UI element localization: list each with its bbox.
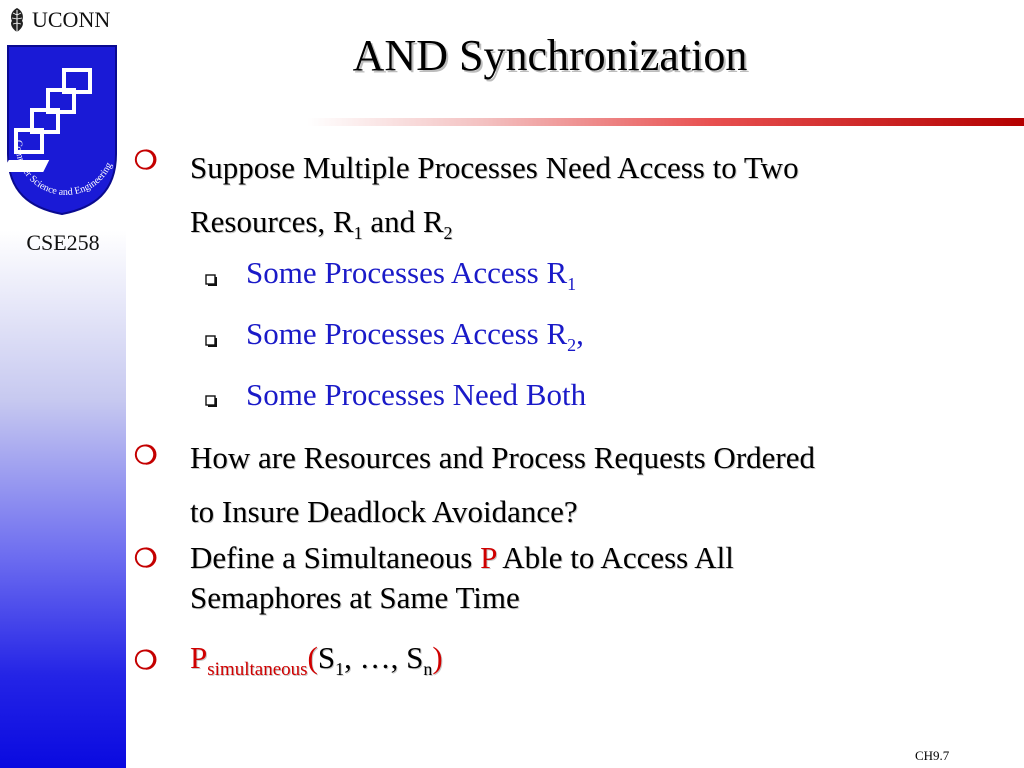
checkbox-icon	[203, 272, 219, 288]
title-divider	[128, 118, 1024, 126]
checkbox-icon	[203, 333, 219, 349]
bullet-2-line-1: How are Resources and Process Requests Ordered	[190, 440, 815, 475]
bullet-2-text	[190, 431, 1000, 539]
slide-title: AND Synchronization	[352, 31, 748, 80]
bullet-1-line-1: Suppose Multiple Processes Need Access to Two	[190, 150, 799, 185]
brand-name: UCONN	[32, 7, 111, 32]
subitem-3: Some Processes Need Both	[246, 377, 587, 412]
bullet-marker-3: ❍	[134, 544, 158, 573]
bullet-marker-4: ❍	[134, 646, 158, 675]
bullet-3-text	[190, 538, 1000, 618]
course-code: CSE258	[26, 230, 100, 255]
bullet-3-line-2: Semaphores at Same Time	[190, 580, 520, 615]
department-logo	[2, 44, 122, 216]
bullet-4-formula: $P_{simultaneous}(S_1$, …, $S_n$)	[190, 640, 443, 681]
oak-leaf-icon	[6, 7, 28, 33]
bullet-1-text	[190, 141, 1000, 260]
subitem-1: Some Processes Access $R_1$	[246, 255, 577, 295]
bullet-marker-1: ❍	[134, 146, 158, 175]
checkbox-icon	[203, 393, 219, 409]
bullet-2-line-2: to Insure Deadlock Avoidance?	[190, 494, 578, 529]
bullet-3-line-1: Define a Simultaneous P Able to Access All	[190, 540, 734, 575]
bullet-marker-2: ❍	[134, 441, 158, 470]
subitem-2: Some Processes Access $R_2$,	[246, 316, 584, 356]
brand	[6, 6, 110, 34]
slide-number: CH9.7	[915, 748, 950, 763]
logo-ring-text: Computer Science and Engineering	[12, 139, 115, 199]
bullet-1-line-2: Resources, $R_1$ and $R_2$	[190, 204, 453, 244]
